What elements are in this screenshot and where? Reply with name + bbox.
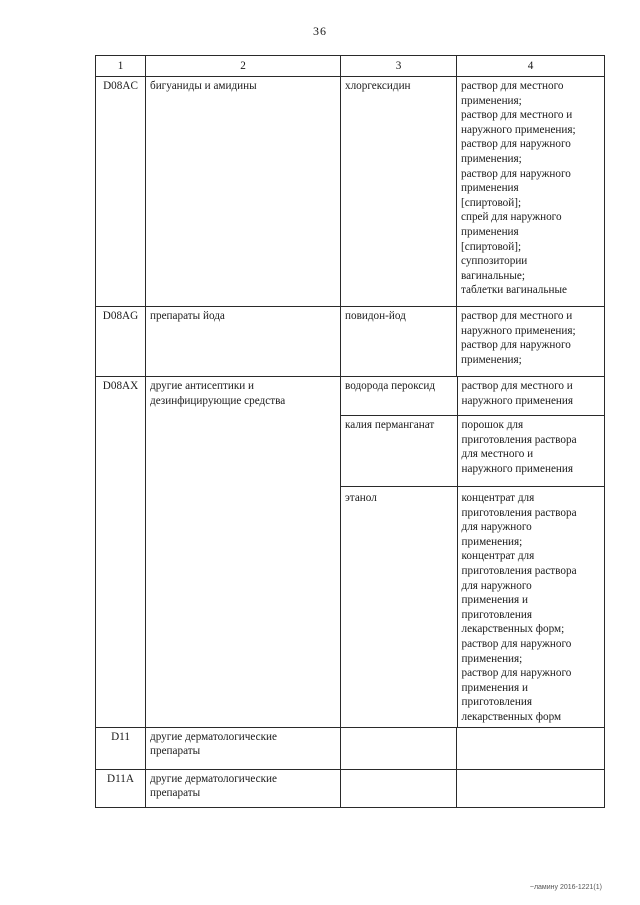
text-line: раствор для наружного	[461, 637, 572, 650]
text-line: повидон-йод	[345, 310, 406, 322]
table-row	[96, 769, 605, 807]
text-line: применения;	[461, 652, 523, 665]
atc-code: D08AG	[96, 307, 146, 377]
dosage-forms	[457, 77, 605, 307]
text-line: вагинальные;	[461, 269, 525, 282]
footer-note: ~ламину 2016-1221(1)	[529, 884, 602, 891]
text-line: наружного применения	[461, 462, 574, 475]
text-line: применения и	[461, 681, 528, 694]
text-line: [спиртовой];	[461, 240, 522, 253]
text-line: наружного применения;	[461, 324, 576, 337]
header-cell: 4	[457, 56, 605, 77]
text-line: для наружного	[461, 579, 532, 592]
table-row	[96, 727, 605, 769]
atc-code: D11	[96, 727, 146, 769]
text-line: другие дерматологические	[150, 730, 277, 743]
drug-name	[341, 377, 457, 416]
text-line: хлоргексидин	[345, 80, 411, 92]
drug-name	[341, 416, 457, 487]
text-line: раствор для местного и	[461, 380, 573, 392]
dosage-forms	[457, 769, 605, 807]
text-line: раствор для местного и	[461, 109, 573, 122]
dosage-forms	[457, 487, 605, 727]
group-name	[146, 727, 341, 769]
text-line: для местного и	[461, 448, 534, 461]
group-name	[146, 377, 341, 728]
text-line: применения	[461, 182, 519, 195]
atc-code: D11A	[96, 769, 146, 807]
header-cell: 2	[146, 56, 341, 77]
group-name	[146, 307, 341, 377]
text-line: [спиртовой];	[461, 196, 522, 209]
drug-name	[341, 727, 457, 769]
text-line: применения;	[461, 94, 522, 107]
text-line: наружного применения;	[461, 123, 576, 136]
text-line: раствор для наружного	[461, 167, 571, 180]
text-line: этанол	[345, 492, 377, 504]
text-line: препараты	[150, 745, 201, 758]
text-line: спрей для наружного	[461, 211, 562, 224]
text-line: приготовления раствора	[461, 506, 577, 519]
drug-table	[95, 55, 605, 808]
text-line: водорода пероксид	[345, 380, 436, 392]
text-line: концентрат для	[461, 550, 535, 563]
text-line: приготовления	[461, 696, 532, 709]
text-line: раствор для наружного	[461, 339, 571, 352]
atc-code: D08AC	[96, 77, 146, 307]
atc-code: D08AX	[96, 377, 146, 728]
text-line: таблетки вагинальные	[461, 284, 567, 297]
page-number: 36	[313, 24, 327, 38]
group-name	[146, 769, 341, 807]
dosage-forms	[457, 727, 605, 769]
text-line: калия перманганат	[345, 419, 435, 431]
drug-name	[341, 77, 457, 307]
table-row	[96, 377, 605, 728]
text-line: препараты йода	[150, 310, 225, 322]
text-line: препараты	[150, 787, 201, 800]
dosage-forms	[457, 307, 605, 377]
sub-row	[341, 487, 605, 727]
group-name	[146, 77, 341, 307]
text-line: суппозитории	[461, 255, 528, 268]
text-line: бигуаниды и амидины	[150, 80, 257, 92]
text-line: для наружного	[461, 521, 532, 534]
dosage-forms	[457, 377, 605, 416]
text-line: применения;	[461, 353, 522, 366]
text-line: приготовления раствора	[461, 564, 577, 577]
text-line: раствор для наружного	[461, 667, 572, 680]
text-line: порошок для	[461, 419, 524, 431]
table-header-row	[96, 56, 605, 77]
text-line: раствор для местного	[461, 80, 564, 92]
header-cell: 1	[96, 56, 146, 77]
text-line: раствор для наружного	[461, 138, 571, 151]
text-line: концентрат для	[461, 492, 535, 504]
text-line: наружного применения	[461, 394, 574, 407]
drug-name	[341, 487, 457, 727]
text-line: применения;	[461, 535, 523, 548]
text-line: приготовления раствора	[461, 433, 577, 446]
text-line: приготовления	[461, 608, 532, 621]
substance-list	[341, 377, 605, 728]
text-line: применения	[461, 225, 519, 238]
table-row	[96, 307, 605, 377]
table-row	[96, 77, 605, 307]
text-line: применения;	[461, 152, 522, 165]
drug-name	[341, 769, 457, 807]
text-line: дезинфицирующие средства	[150, 394, 286, 407]
text-line: другие антисептики и	[150, 380, 255, 392]
text-line: раствор для местного и	[461, 310, 573, 322]
sub-row	[341, 377, 605, 416]
dosage-forms	[457, 416, 605, 487]
text-line: лекарственных форм	[461, 710, 562, 723]
drug-name	[341, 307, 457, 377]
text-line: лекарственных форм;	[461, 623, 565, 636]
sub-row	[341, 416, 605, 487]
text-line: применения и	[461, 594, 528, 607]
header-cell: 3	[341, 56, 457, 77]
text-line: другие дерматологические	[150, 772, 277, 785]
